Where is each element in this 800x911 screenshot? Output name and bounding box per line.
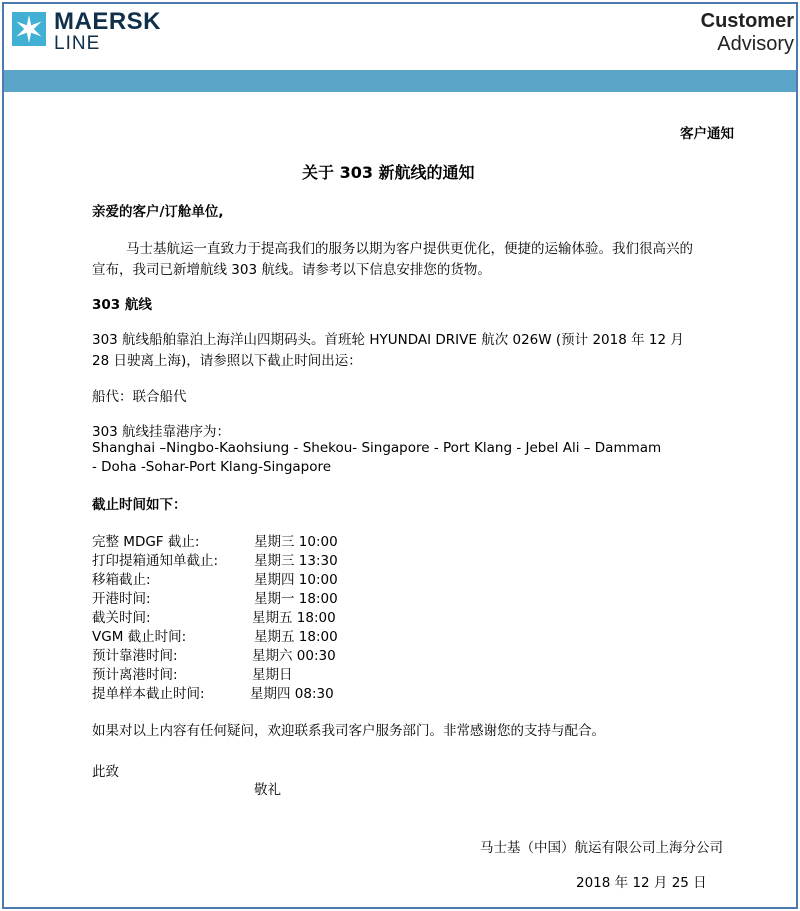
- schedule-label: 移箱截止:: [92, 572, 151, 588]
- brand-subname: LINE: [54, 33, 101, 54]
- schedule-label: 打印提箱通知单截止:: [92, 553, 219, 569]
- schedule-label: 截关时间:: [92, 610, 151, 626]
- header-band: [4, 70, 796, 92]
- schedule-time: 星期六 00:30: [252, 648, 336, 664]
- notice-title: 关于 303 新航线的通知: [302, 163, 475, 182]
- rotation-heading: 303 航线挂靠港序为：: [92, 424, 231, 440]
- route-desc-line-2: 28 日驶离上海)，请参照以下截止时间出运：: [92, 353, 362, 369]
- schedule-time: 星期四 08:30: [250, 686, 334, 702]
- route-desc-line-1: 303 航线船舶靠泊上海洋山四期码头。首班轮 HYUNDAI DRIVE 航次 026W (预计 2018 年 12 月: [92, 332, 684, 348]
- advisory-title-line2: Advisory: [717, 33, 794, 55]
- schedule-label: 预计离港时间:: [92, 667, 178, 683]
- brand-name: MAERSK: [54, 8, 162, 35]
- schedule-time: 星期三 10:00: [254, 534, 338, 550]
- schedule-label: 开港时间:: [92, 591, 151, 607]
- schedule-time: 星期五 18:00: [254, 629, 338, 645]
- sign-off-1: 此致: [92, 764, 119, 780]
- schedule-label: 预计靠港时间:: [92, 648, 178, 664]
- sign-off-2: 敬礼: [254, 782, 281, 798]
- cutoff-heading: 截止时间如下：: [92, 497, 187, 513]
- schedule-label: 完整 MDGF 截止:: [92, 534, 200, 550]
- route-heading: 303 航线: [92, 297, 152, 313]
- rotation-line-1: Shanghai –Ningbo-Kaohsiung - Shekou- Singapore - Port Klang - Jebel Ali – Dammam: [92, 440, 662, 456]
- schedule-label: 提单样本截止时间:: [92, 686, 205, 702]
- schedule-time: 星期五 18:00: [252, 610, 336, 626]
- schedule-label: VGM 截止时间:: [92, 629, 187, 645]
- notice-type: 客户通知: [680, 126, 734, 142]
- closing-remark: 如果对以上内容有任何疑问，欢迎联系我司客户服务部门。非常感谢您的支持与配合。: [92, 723, 605, 739]
- notice-date: 2018 年 12 月 25 日: [576, 875, 707, 891]
- intro-line-2: 宣布，我司已新增航线 303 航线。请参考以下信息安排您的货物。: [92, 262, 491, 278]
- agent-line: 船代：联合船代: [92, 389, 187, 405]
- letterhead: [4, 4, 796, 70]
- company-name: 马士基（中国）航运有限公司上海分公司: [480, 840, 723, 856]
- advisory-document: [2, 2, 798, 909]
- maersk-star-icon: [12, 12, 46, 46]
- intro-line-1: 马士基航运一直致力于提高我们的服务以期为客户提供更优化，便捷的运输体验。我们很高兴的: [126, 241, 693, 257]
- schedule-time: 星期一 18:00: [254, 591, 338, 607]
- salutation: 亲爱的客户/订舱单位,: [92, 204, 224, 220]
- rotation-line-2: - Doha -Sohar-Port Klang-Singapore: [92, 459, 332, 475]
- schedule-time: 星期日: [252, 667, 293, 683]
- advisory-title-line1: Customer: [700, 10, 794, 32]
- schedule-time: 星期四 10:00: [254, 572, 338, 588]
- schedule-time: 星期三 13:30: [254, 553, 338, 569]
